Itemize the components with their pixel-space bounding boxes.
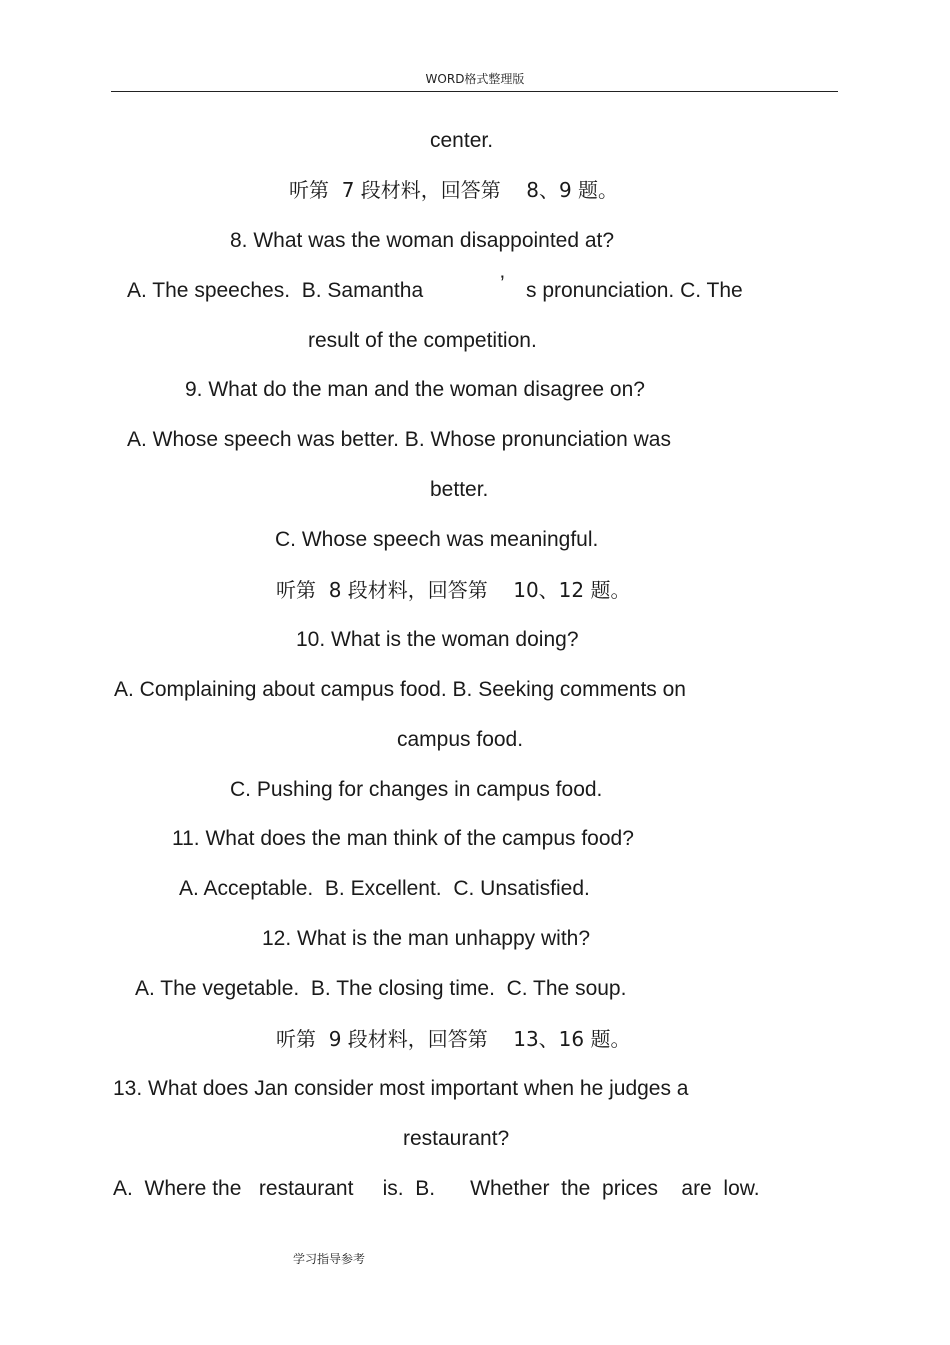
question-10-options-part3: C. Pushing for changes in campus food. [230, 778, 603, 801]
page-footer: 学习指导参考 [293, 1252, 366, 1266]
section-heading-8: 听第 8 段材料，回答第 10、12 题。 [276, 578, 631, 602]
header-divider [111, 91, 838, 92]
question-9: 9. What do the man and the woman disagree on? [185, 378, 645, 401]
question-12-options: A. The vegetable. B. The closing time. C. The soup. [135, 977, 627, 1000]
question-9-options-part2: better. [430, 478, 489, 501]
question-8-options-part1: A. The speeches. B. Samantha [127, 279, 424, 302]
question-8-options-part3: result of the competition. [308, 329, 537, 352]
question-13-part2: restaurant? [403, 1127, 510, 1150]
question-12: 12. What is the man unhappy with? [262, 927, 591, 950]
section-heading-7: 听第 7 段材料，回答第 8、9 题。 [289, 178, 619, 202]
question-8: 8. What was the woman disappointed at? [230, 229, 615, 252]
question-11-options: A. Acceptable. B. Excellent. C. Unsatisfied. [179, 877, 590, 900]
text-line-center: center. [430, 129, 494, 152]
question-10-options-part2: campus food. [397, 728, 524, 751]
question-10-options-part1: A. Complaining about campus food. B. Seeking comments on [114, 678, 686, 701]
question-9-options-part3: C. Whose speech was meaningful. [275, 528, 599, 551]
question-8-options-part2: s pronunciation. C. The [526, 279, 743, 302]
section-heading-9: 听第 9 段材料，回答第 13、16 题。 [276, 1027, 631, 1051]
question-13-part1: 13. What does Jan consider most important when he judges a [113, 1077, 689, 1100]
question-13-options: A. Where the restaurant is. B. Whether the prices are low. [113, 1177, 760, 1200]
page-header: WORD格式整理版 [425, 72, 525, 86]
apostrophe-mark: ’ [500, 272, 505, 295]
question-10: 10. What is the woman doing? [296, 628, 579, 651]
question-9-options-part1: A. Whose speech was better. B. Whose pronunciation was [127, 428, 671, 451]
question-11: 11. What does the man think of the campus food? [172, 827, 634, 850]
